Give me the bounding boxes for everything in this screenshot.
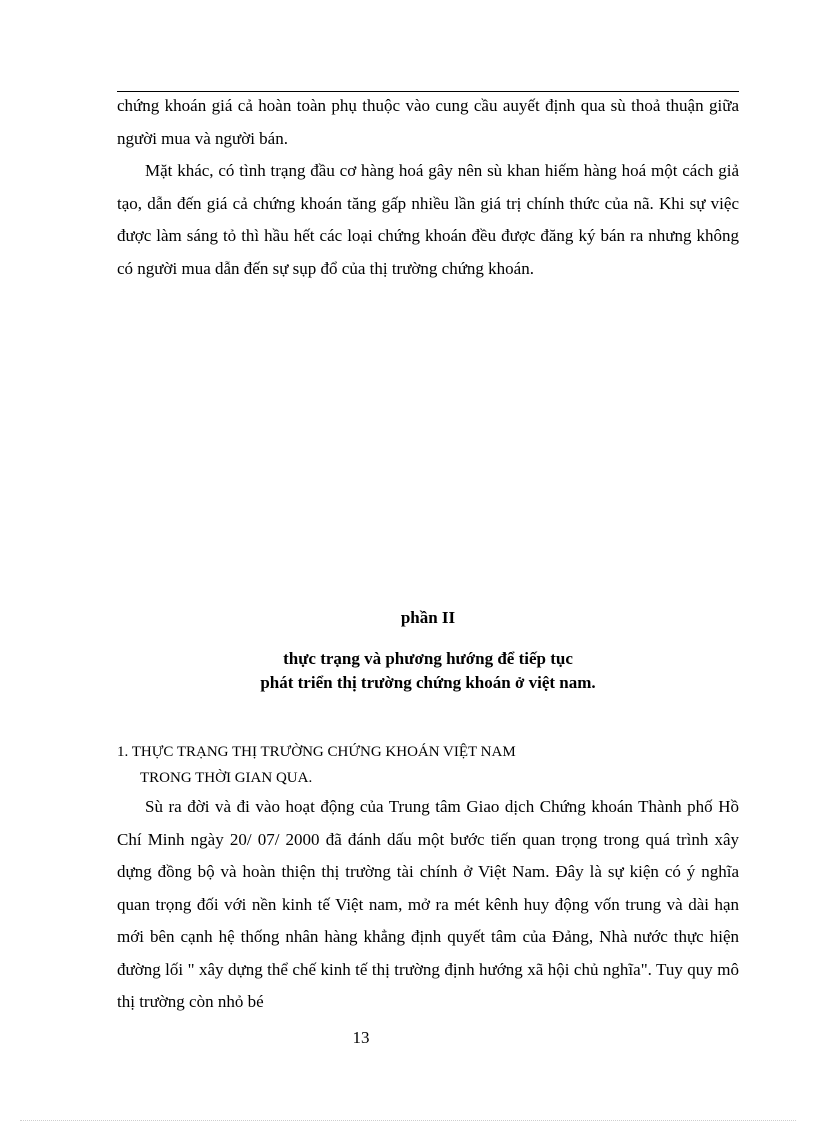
paragraph-continued: chứng khoán giá cả hoàn toàn phụ thuộc vào cung cầu auyết định qua sù thoả thuận giữa người mua và người bán.	[117, 96, 739, 148]
page-bottom-border	[20, 1120, 796, 1121]
part-subtitle	[117, 647, 739, 695]
part-heading: phần II	[400, 608, 456, 627]
section-title-line-2: TRONG THỜI GIAN QUA.	[140, 770, 313, 786]
part-subtitle-line-1: thực trạng và phương hướng để tiếp tục	[283, 649, 573, 668]
paragraph-speculation: Mặt khác, có tình trạng đầu cơ hàng hoá gây nên sù khan hiếm hàng hoá một cách giả tạo, dẫn đến giá cả chứng khoán tăng gấp nhiều lần giá trị chính thức của nã. Khi sự việc được làm sáng tỏ thì hầu hết các loại chứng khoán đều được đăng ký bán ra nhưng không có người mua dẫn đến sự sụp đổ của thị trường chứng khoán.	[117, 161, 739, 278]
paragraph-section-body: Sù ra đời và đi vào hoạt động của Trung tâm Giao dịch Chứng khoán Thành phố Hồ Chí Minh ngày 20/ 07/ 2000 đã đánh dấu một bước tiến quan trọng trong quá trình xây dựng đồng bộ và hoàn thiện thị trường tài chính ở Việt Nam. Đây là sự kiện có ý nghĩa quan trọng đối với nền kinh tế Việt nam, mở ra mét kênh huy động vốn trung và dài hạn mới bên cạnh hệ thống nhân hàng khẳng định quyết tâm của Đảng, Nhà nước thực hiện đường lối " xây dựng thể chế kinh tế thị trường định hướng xã hội chủ nghĩa". Tuy quy mô thị trường còn nhỏ bé	[117, 797, 739, 1011]
section-title-line-1: 1. THỰC TRẠNG THỊ TRƯỜNG CHỨNG KHOÁN VIỆT NAM	[117, 744, 516, 760]
part-subtitle-line-2: phát triển thị trường chứng khoán ở việt nam.	[260, 673, 596, 692]
page-number: 13	[352, 1028, 370, 1047]
